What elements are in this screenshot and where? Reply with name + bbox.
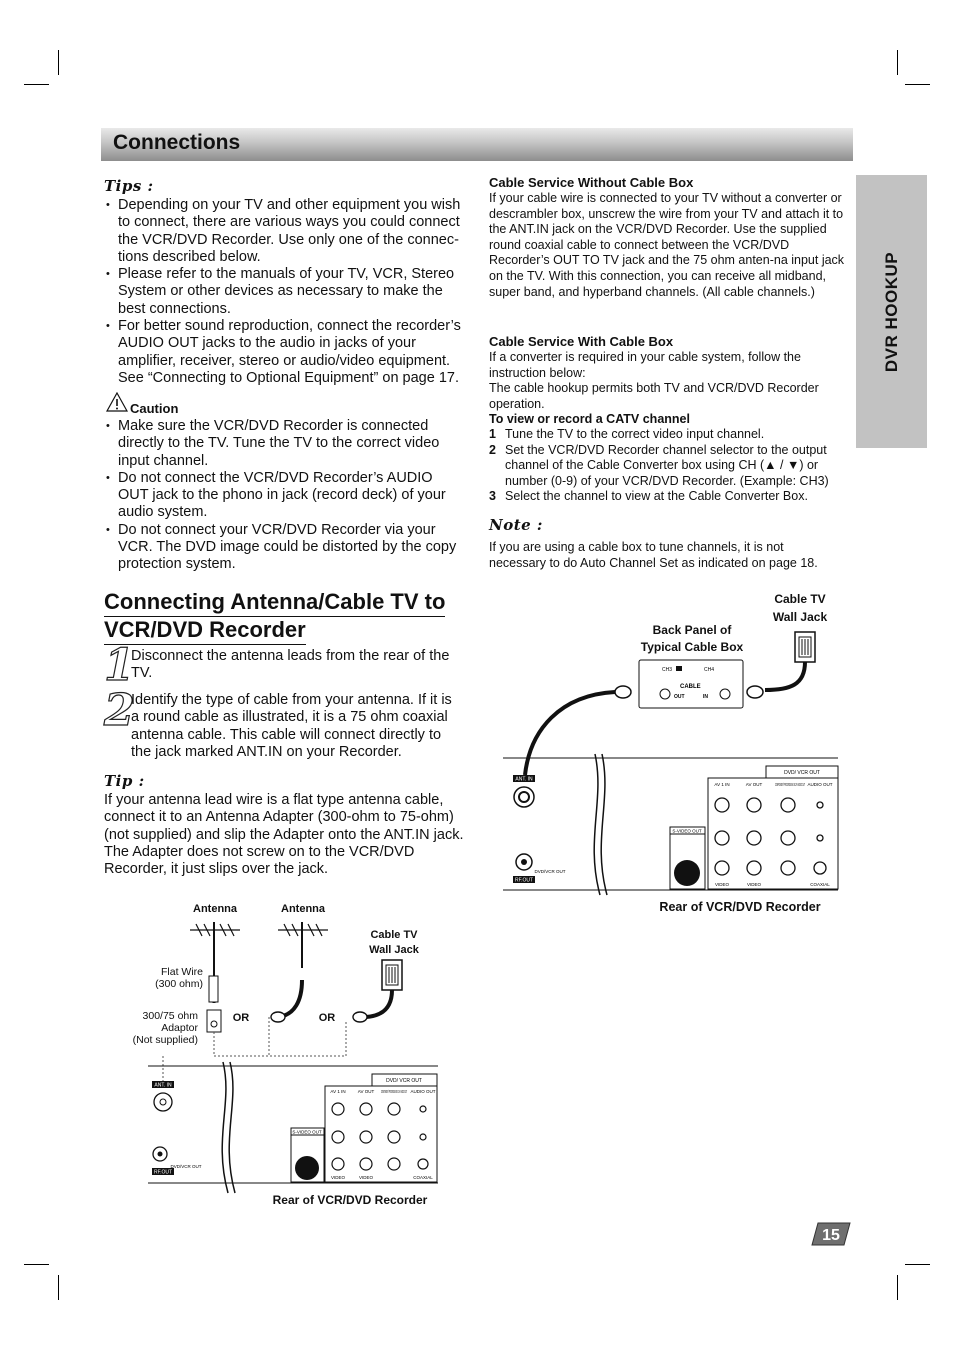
video-label-2: VIDEO	[358, 1175, 374, 1180]
coaxial-label: COAXIAL	[810, 882, 830, 887]
crop-mark	[905, 84, 930, 85]
box-in: IN	[703, 694, 708, 700]
side-tab-label: DVR HOOKUP	[881, 251, 901, 372]
video-label-2: VIDEO	[746, 882, 762, 887]
svideo-out-label: S-VIDEO OUT	[292, 1129, 322, 1135]
catv-step	[489, 489, 841, 505]
crop-mark	[897, 50, 898, 75]
caution-item: • Make sure the VCR/DVD Recorder is connected directly to the TV. Tune the TV to the correct video input channel.	[104, 418, 466, 470]
dvd-vcr-out2-label: DVD/VCR OUT	[170, 1164, 202, 1169]
rf-out-label: RF.OUT	[153, 1169, 173, 1176]
audio-out-label: AUDIO OUT	[807, 782, 833, 787]
video-label: VIDEO	[330, 1175, 346, 1180]
catv-step-num: 2	[489, 442, 496, 457]
catv-step-num: 3	[489, 489, 496, 504]
tips-list	[104, 197, 466, 387]
box-ch3: CH3	[661, 667, 672, 673]
tips-heading: Tips :	[104, 177, 154, 195]
crop-mark	[58, 50, 59, 75]
page-header	[101, 128, 853, 161]
or-label: OR	[232, 1012, 250, 1024]
right-diagram-caption: Rear of VCR/DVD Recorder	[659, 900, 821, 914]
page-number: 15	[822, 1227, 840, 1244]
audio-out-label: AUDIO OUT	[410, 1089, 436, 1094]
tip-heading: Tip :	[104, 772, 145, 790]
step-number: 2	[104, 685, 135, 736]
caution-block	[104, 392, 466, 574]
rf-out-label: RF.OUT	[514, 877, 534, 884]
crop-mark	[24, 1264, 49, 1265]
catv-step-text: Select the channel to view at the Cable Converter Box.	[505, 489, 808, 504]
or-label: OR	[318, 1012, 336, 1024]
component-label: COMPONENT/ PROGRESSIVE SCAN VIDEO OUT	[775, 782, 806, 787]
av1-in-label: AV 1 IN	[714, 782, 730, 787]
right-wall-jack-label: Cable TV Wall Jack	[772, 592, 828, 624]
catv-step-text: Set the VCR/DVD Recorder channel selector to the output channel of the Cable Converter box using CH (▲ / ▼) or number (0-9) of your VCR/DVD Recorder. (Example: CH3)	[505, 442, 829, 488]
tip-item: • Please refer to the manuals of your TV, VCR, Stereo System or other devices as necessary to make the best connections.	[104, 266, 466, 318]
antenna-icon	[190, 922, 240, 978]
section-title-line2: VCR/DVD Recorder	[104, 617, 306, 645]
tip-item: • Depending on your TV and other equipment you wish to connect, there are various ways you could connect the VCR/DVD Recorder. Use only one of the connec-tions described below.	[104, 197, 466, 266]
warning-icon	[106, 392, 128, 412]
cable-with-box-text2: The cable hookup permits both TV and VCR/DVD Recorder operation.	[489, 381, 819, 411]
flat-wire-label: Flat Wire (300 ohm)	[155, 966, 203, 990]
section-title	[104, 589, 466, 645]
component-label: COMPONENT/ PROGRESSIVE SCAN VIDEO OUT	[381, 1089, 408, 1094]
ant-in-jack	[514, 787, 534, 807]
dvd-vcr-out-label: DVD/ VCR OUT	[386, 1078, 422, 1084]
left-connection-diagram	[148, 918, 443, 1198]
caution-heading: Caution	[130, 401, 179, 416]
catv-step	[489, 427, 841, 443]
ant-in-label: ANT. IN	[515, 776, 533, 783]
av-out-label: AV OUT	[745, 782, 763, 787]
cable-with-box-text1: If a converter is required in your cable system, follow the instruction below:	[489, 350, 801, 380]
note-heading: Note :	[489, 516, 543, 534]
crop-mark	[58, 1275, 59, 1300]
tip-text: If your antenna lead wire is a flat type antenna cable, connect it to an Antenna Adapter (300-ohm to 75-ohm) (not supplied) and slip the Adapter onto the ANT.IN jack. The Adapter does not screw on to the VCR/DVD Recorder, it just slips over the jack.	[104, 792, 464, 878]
dvd-vcr-out-label: DVD/ VCR OUT	[784, 770, 820, 776]
catv-step	[489, 443, 841, 490]
crop-mark	[24, 84, 49, 85]
page-number-badge	[810, 1221, 852, 1247]
dvd-vcr-out2-label: DVD/VCR OUT	[534, 869, 566, 874]
cable-without-box-heading: Cable Service Without Cable Box	[489, 175, 694, 190]
step-text: Disconnect the antenna leads from the rear of the TV.	[131, 648, 450, 682]
av1-in-label: AV 1 IN	[330, 1089, 346, 1094]
catv-step-num: 1	[489, 427, 496, 441]
antenna-label: Antenna	[193, 903, 237, 915]
ant-in-jack	[154, 1093, 172, 1111]
caution-item: • Do not connect your VCR/DVD Recorder via your VCR. The DVD image could be distorted by the copy protection system.	[104, 522, 466, 574]
catv-steps	[489, 427, 841, 505]
left-diagram-caption: Rear of VCR/DVD Recorder	[272, 1193, 428, 1207]
svideo-out-label: S-VIDEO OUT	[672, 828, 702, 834]
page-title: Connections	[113, 131, 241, 154]
ant-in-label: ANT. IN	[154, 1082, 172, 1089]
box-out: OUT	[674, 694, 685, 700]
av-out-label: AV OUT	[357, 1089, 375, 1094]
antenna-icon	[278, 922, 328, 968]
section-title-line1: Connecting Antenna/Cable TV to	[104, 589, 445, 617]
right-connection-diagram	[500, 630, 845, 900]
caution-item: • Do not connect the VCR/DVD Recorder’s AUDIO OUT jack to the phono in jack (record deck) of your audio system.	[104, 470, 466, 522]
crop-mark	[905, 1264, 930, 1265]
box-cable: CABLE	[680, 684, 701, 690]
back-panel-label: Back Panel of Typical Cable Box	[640, 623, 744, 654]
cable-without-box-text: If your cable wire is connected to your TV without a converter or descrambler box, unscrew the wire from your TV and attach it to the ANT.IN jack on the VCR/DVD Recorder. Use the supplied round coaxial cable to connect between the VCR/DVD Recorder’s OUT TO TV jack and the 75 ohm anten-na input jack on the TV. With this connection, you can receive all midband, super band, and hyperband channels. (All cable channels.)	[489, 191, 845, 299]
section-side-tab	[856, 175, 927, 448]
antenna-label: Antenna	[281, 903, 325, 915]
crop-mark	[897, 1275, 898, 1300]
left-wall-jack-label: Cable TV Wall Jack	[369, 929, 419, 956]
video-label: VIDEO	[714, 882, 730, 887]
coaxial-label: COAXIAL	[413, 1175, 433, 1180]
box-ch4: CH4	[704, 667, 715, 673]
caution-list	[104, 418, 466, 574]
catv-subheading: To view or record a CATV channel	[489, 412, 690, 426]
tips-block	[104, 177, 466, 387]
note-text: If you are using a cable box to tune channels, it is not necessary to do Auto Channel Set as indicated on page 18.	[489, 540, 818, 570]
catv-step-text: Tune the TV to the correct video input channel.	[505, 427, 765, 441]
tip-item: • For better sound reproduction, connect the recorder’s AUDIO OUT jacks to the audio in jacks of your amplifier, receiver, stereo or audio/video equipment. See “Connecting to Optional Equipment” on page 17.	[104, 318, 466, 387]
adaptor-label: 300/75 ohm Adaptor (Not supplied)	[132, 1010, 198, 1046]
step-number: 1	[104, 640, 135, 691]
step-text: Identify the type of cable from your antenna. If it is a round cable as illustrated, it is a 75 ohm coaxial antenna cable. This cable will connect directly to the jack marked ANT.IN on your Recorder.	[131, 692, 452, 760]
cable-with-box-heading: Cable Service With Cable Box	[489, 334, 674, 349]
